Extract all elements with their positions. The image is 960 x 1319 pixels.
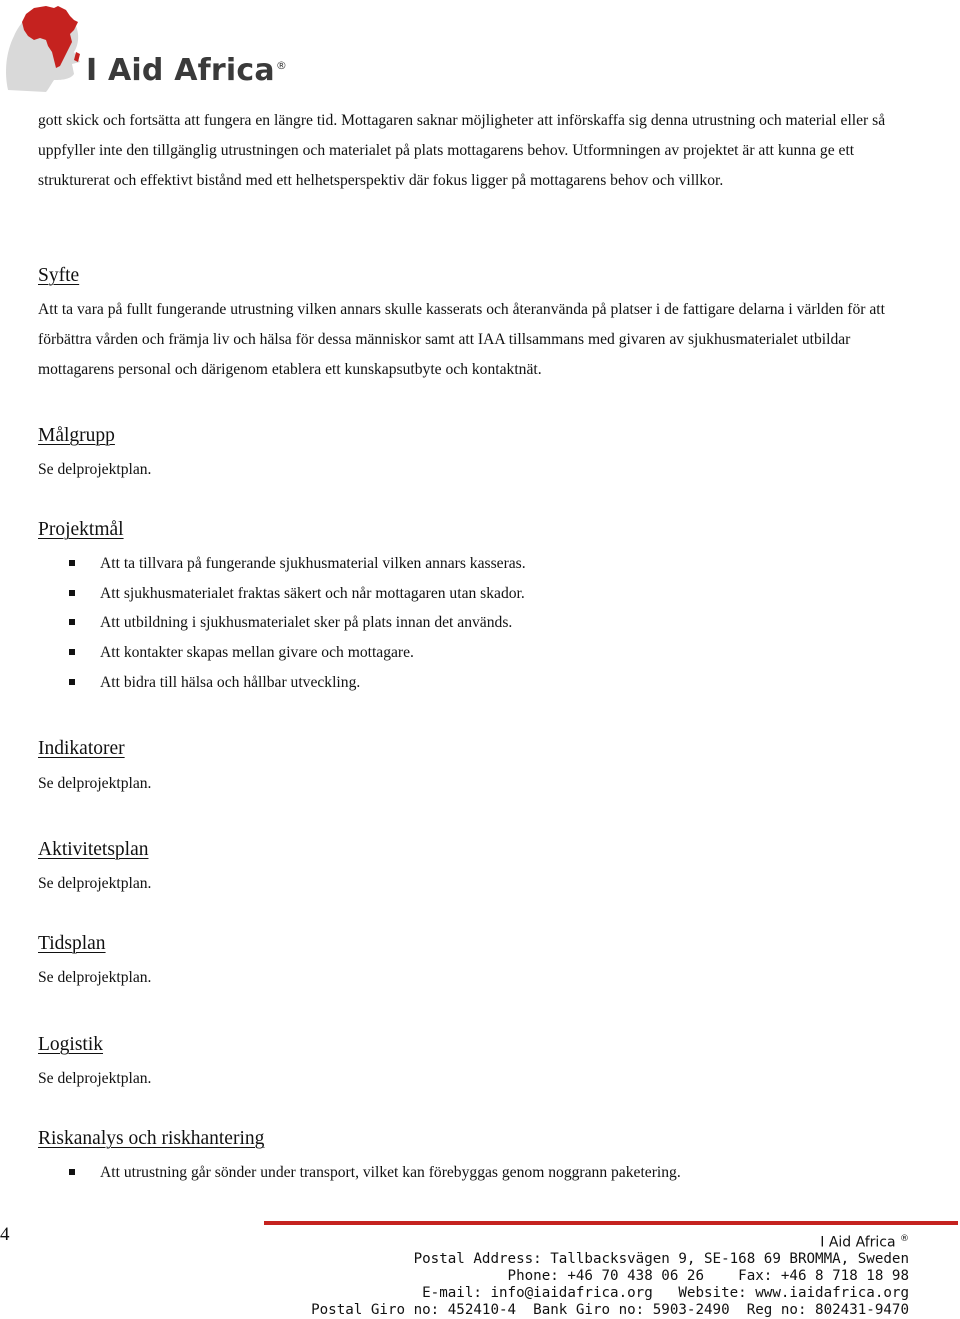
page-number: 4 bbox=[0, 1224, 10, 1245]
heading-syfte: Syfte bbox=[38, 265, 80, 286]
footer-divider bbox=[264, 1221, 958, 1225]
list-item: Att kontakter skapas mellan givare och mottagare. bbox=[38, 638, 526, 668]
heading-logistik: Logistik bbox=[38, 1034, 104, 1055]
logistik-text: Se delprojektplan. bbox=[38, 1070, 152, 1087]
heading-tidsplan: Tidsplan bbox=[38, 933, 106, 954]
bullet-square-icon bbox=[69, 590, 75, 596]
heading-aktivitetsplan: Aktivitetsplan bbox=[38, 839, 149, 860]
heading-projektmal: Projektmål bbox=[38, 519, 124, 540]
footer-address: Postal Address: Tallbacksvägen 9, SE-168 69 BROMMA, Sweden bbox=[413, 1251, 909, 1268]
list-item: Att utbildning i sjukhusmaterialet sker på plats innan det används. bbox=[38, 608, 526, 638]
intro-paragraph: gott skick och fortsätta att fungera en längre tid. Mottagaren saknar möjligheter att införskaffa sig denna utrustning och material eller så uppfyller inte den tillgänglig utrustningen och materialet på plats mottagarens behov. Utformningen av projektet är att kunna ge ett strukturerat och effektivt bistånd med ett helhetsperspektiv där fokus ligger på mottagarens behov och villkor. bbox=[38, 112, 886, 189]
footer-giro: Postal Giro no: 452410-4 Bank Giro no: 5903-2490 Reg no: 802431-9470 bbox=[311, 1301, 909, 1318]
footer-contact bbox=[311, 1231, 909, 1319]
brand-logo bbox=[0, 0, 300, 100]
heading-malgrupp: Målgrupp bbox=[38, 425, 115, 446]
bullet-square-icon bbox=[69, 1169, 75, 1175]
bullet-square-icon bbox=[69, 560, 75, 566]
list-item: Att sjukhusmaterialet fraktas säkert och når mottagaren utan skador. bbox=[38, 579, 526, 609]
footer-email-web: E-mail: info@iaidafrica.org Website: www.iaidafrica.org bbox=[422, 1285, 909, 1302]
list-item: Att bidra till hälsa och hållbar utveckling. bbox=[38, 668, 526, 698]
riskanalys-list bbox=[38, 1158, 681, 1188]
bullet-square-icon bbox=[69, 619, 75, 625]
tidsplan-text: Se delprojektplan. bbox=[38, 969, 152, 986]
aktivitetsplan-text: Se delprojektplan. bbox=[38, 875, 152, 892]
list-item: Att ta tillvara på fungerande sjukhusmaterial vilken annars kasseras. bbox=[38, 549, 526, 579]
indikatorer-text: Se delprojektplan. bbox=[38, 775, 152, 792]
footer-phone-fax: Phone: +46 70 438 06 26 Fax: +46 8 718 18 98 bbox=[507, 1268, 909, 1285]
projektmal-list bbox=[38, 549, 526, 698]
heading-riskanalys: Riskanalys och riskhantering bbox=[38, 1128, 265, 1149]
syfte-paragraph: Att ta vara på fullt fungerande utrustning vilken annars skulle kasserats och återanvända på platser i de fattigare delarna i världen för att förbättra vården och främja liv och hälsa för dessa människor samt att IAA tillsammans med givaren av sjukhusmaterialet utbildar mottagarens personal och därigenom etablera ett kunskapsutbyte och kontaktnät. bbox=[38, 301, 885, 378]
malgrupp-text: Se delprojektplan. bbox=[38, 461, 152, 478]
brand-name: I Aid Africa® bbox=[86, 53, 288, 88]
africa-head-logo-icon bbox=[0, 0, 90, 95]
list-item: Att utrustning går sönder under transport, vilket kan förebyggas genom noggrann paketering. bbox=[38, 1158, 681, 1188]
bullet-square-icon bbox=[69, 679, 75, 685]
heading-indikatorer: Indikatorer bbox=[38, 738, 125, 759]
bullet-square-icon bbox=[69, 649, 75, 655]
footer-company: I Aid Africa ® bbox=[820, 1234, 909, 1251]
